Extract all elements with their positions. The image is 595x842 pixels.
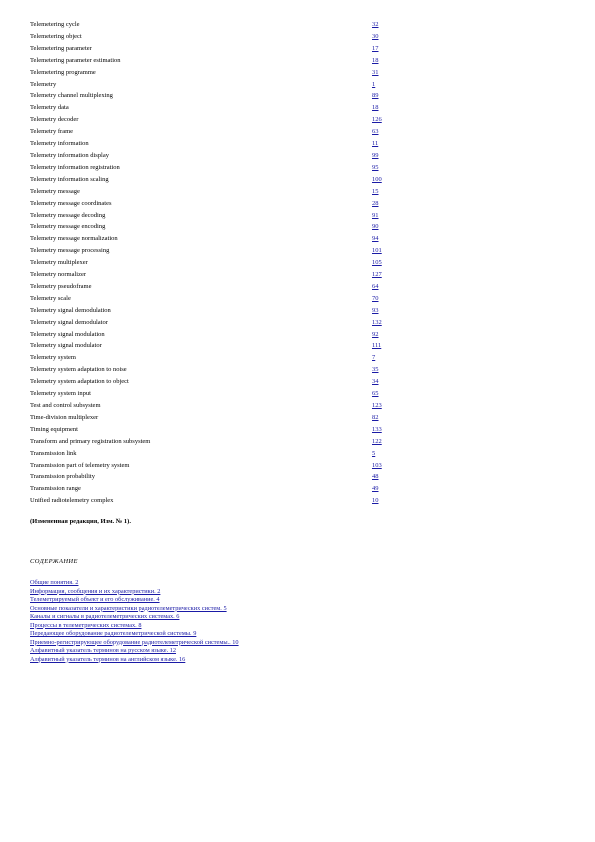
index-row [30,186,430,198]
toc-link[interactable]: Телеметрируемый объект и его обслуживание. 4 [30,596,160,603]
index-row [30,150,430,162]
index-page-cell [372,448,430,460]
index-term: Telemetry decoder [30,116,79,124]
index-row [30,162,430,174]
index-page-link[interactable]: 18 [372,56,379,64]
index-page-cell [372,376,430,388]
index-row [30,79,430,91]
index-page-cell [372,293,430,305]
index-page-link[interactable]: 15 [372,187,379,195]
index-term: Telemetry information [30,140,89,148]
index-row [30,293,430,305]
index-term: Telemetry system adaptation to object [30,378,129,386]
index-row [30,43,430,55]
index-page-cell [372,210,430,222]
index-page-cell [372,436,430,448]
index-row [30,138,430,150]
index-page-link[interactable]: 17 [372,44,379,52]
index-page-link[interactable]: 122 [372,437,382,445]
index-page-link[interactable]: 7 [372,354,376,362]
index-page-cell [372,257,430,269]
index-row [30,483,430,495]
index-page-cell [372,138,430,150]
toc-item [30,579,239,588]
table-of-contents [30,579,239,664]
index-page-cell [372,245,430,257]
index-row [30,281,430,293]
index-page-link[interactable]: 100 [372,175,382,183]
index-page-cell [372,126,430,138]
index-page-link[interactable]: 93 [372,306,379,314]
toc-link[interactable]: Каналы и сигналы в радиотелеметрических системах. 6 [30,613,180,620]
index-row [30,233,430,245]
term-index-table [30,19,430,507]
index-page-cell [372,329,430,341]
toc-link[interactable]: Приемно-регистрирующее оборудование радиотелеметрической системы.. 10 [30,638,239,646]
index-page-link[interactable]: 111 [372,342,382,350]
index-term: Telemetry signal demodulator [30,318,108,326]
toc-item [30,596,239,605]
index-term: Transmission link [30,449,77,457]
index-row [30,317,430,329]
index-term: Transform and primary registration subsystem [30,437,151,445]
index-term: Transmission range [30,485,81,493]
index-row [30,126,430,138]
index-term: Telemetry system input [30,390,91,398]
index-term: Telemetry channel multiplexing [30,92,113,100]
index-term: Telemetry message encoding [30,223,106,231]
index-page-link[interactable]: 133 [372,425,382,433]
toc-item [30,656,239,665]
index-page-link[interactable]: 95 [372,163,379,171]
toc-item [30,588,239,597]
index-row [30,388,430,400]
index-page-link[interactable]: 90 [372,223,379,231]
index-term: Telemetering parameter estimation [30,56,121,64]
index-page-link[interactable]: 18 [372,104,379,112]
toc-link[interactable]: Общие понятия. 2 [30,579,79,586]
toc-title: СОДЕРЖАНИЕ [30,558,78,565]
index-page-cell [372,174,430,186]
toc-item [30,613,239,622]
index-term: Timing equipment [30,425,78,433]
index-page-link[interactable]: 30 [372,32,379,40]
index-page-link[interactable]: 48 [372,473,379,481]
index-row [30,305,430,317]
index-page-cell [372,19,430,31]
index-page-cell [372,317,430,329]
toc-item [30,647,239,656]
index-page-link[interactable]: 10 [372,497,379,505]
index-row [30,400,430,412]
index-page-link[interactable]: 64 [372,282,379,290]
index-page-link[interactable]: 101 [372,247,382,255]
toc-item [30,622,239,631]
index-term: Telemetry information registration [30,163,120,171]
index-term: Telemetry pseudoframe [30,282,92,290]
toc-item [30,639,239,648]
index-row [30,269,430,281]
toc-link[interactable]: Передающее оборудование радиотелеметрической системы. 9 [30,630,197,637]
index-row [30,114,430,126]
index-page-cell [372,90,430,102]
index-term: Test and control subsystem [30,402,101,409]
index-row [30,31,430,43]
index-page-link[interactable]: 123 [372,402,382,409]
index-row [30,198,430,210]
index-row [30,460,430,472]
index-row [30,245,430,257]
index-page-cell [372,198,430,210]
index-term: Telemetry message [30,187,80,195]
index-row [30,257,430,269]
index-page-link[interactable]: 126 [372,116,382,124]
index-row [30,55,430,67]
index-row [30,67,430,79]
index-row [30,495,430,507]
index-term: Telemetry message processing [30,247,110,255]
index-term: Telemetering object [30,32,82,40]
index-page-link[interactable]: 92 [372,330,379,338]
index-term: Telemetry message normalization [30,235,118,243]
index-page-cell [372,305,430,317]
index-page-cell [372,102,430,114]
amendment-note: (Измененная редакция, Изм. № 1). [30,518,131,525]
index-page-cell [372,150,430,162]
index-page-link[interactable]: 34 [372,378,379,386]
index-page-link[interactable]: 28 [372,199,379,207]
index-page-link[interactable]: 11 [372,140,379,148]
index-page-cell [372,364,430,376]
index-page-cell [372,495,430,507]
toc-link[interactable]: Процессы в телеметрических системах. 8 [30,621,142,629]
index-page-cell [372,233,430,245]
index-term: Telemetry information scaling [30,175,109,183]
index-page-cell [372,221,430,233]
index-page-cell [372,79,430,91]
index-term: Time-division multiplexer [30,413,99,421]
toc-item [30,605,239,614]
index-page-cell [372,471,430,483]
index-page-link[interactable]: 91 [372,211,379,219]
index-page-link[interactable]: 127 [372,271,382,279]
index-page-link[interactable]: 49 [372,485,379,493]
index-term: Telemetry frame [30,128,74,136]
index-page-cell [372,55,430,67]
index-row [30,424,430,436]
index-row [30,412,430,424]
index-page-link[interactable]: 132 [372,318,382,326]
index-page-link[interactable]: 89 [372,92,379,100]
index-page-cell [372,186,430,198]
toc-item [30,630,239,639]
index-term: Telemetry signal demodulation [30,306,111,314]
index-term: Transmission probability [30,473,95,481]
toc-link[interactable]: Информация, сообщения и их характеристики. 2 [30,587,161,595]
toc-link[interactable]: Основные показатели и характеристики радиотелеметрических систем. 5 [30,604,227,612]
index-row [30,90,430,102]
index-page-link[interactable]: 65 [372,390,379,398]
index-page-link[interactable]: 63 [372,128,379,136]
index-page-link[interactable]: 31 [372,68,379,76]
index-term: Telemetry data [30,104,69,112]
index-page-link[interactable]: 103 [372,461,382,469]
index-page-cell [372,400,430,412]
index-term: Telemetry [30,80,57,88]
index-term: Telemetry signal modulator [30,342,102,350]
term-index-body [30,19,430,507]
index-page-cell [372,352,430,364]
toc-link[interactable]: Алфавитный указатель терминов на русском языке. 12 [30,647,177,654]
index-page-cell [372,412,430,424]
index-page-link[interactable]: 1 [372,80,376,88]
index-term: Telemetry system adaptation to noise [30,366,127,374]
index-page-link[interactable]: 32 [372,21,379,28]
index-page-cell [372,31,430,43]
index-page-cell [372,67,430,79]
index-term: Telemetering cycle [30,21,80,28]
index-term: Telemetry information display [30,151,109,159]
index-term: Unified radiotelemetry complex [30,497,114,505]
index-term: Telemetry signal modulation [30,330,105,338]
index-page-link[interactable]: 94 [372,235,379,243]
index-page-link[interactable]: 70 [372,294,379,302]
index-page-cell [372,340,430,352]
index-term: Transmission part of telemetry system [30,461,130,469]
index-page-cell [372,43,430,55]
index-row [30,436,430,448]
index-row [30,364,430,376]
index-page-link[interactable]: 82 [372,413,379,421]
index-row [30,221,430,233]
index-page-link[interactable]: 5 [372,449,376,457]
index-term: Telemetry system [30,354,76,362]
index-row [30,340,430,352]
index-row [30,471,430,483]
index-page-cell [372,162,430,174]
index-page-cell [372,114,430,126]
index-term: Telemetering parameter [30,44,92,52]
index-page-link[interactable]: 99 [372,151,379,159]
index-row [30,352,430,364]
index-term: Telemetry message decoding [30,211,106,219]
index-row [30,376,430,388]
index-term: Telemetry scale [30,294,71,302]
index-row [30,448,430,460]
index-term: Telemetry multiplexer [30,259,88,267]
index-page-cell [372,424,430,436]
index-page-cell [372,269,430,281]
toc-link[interactable]: Алфавитный указатель терминов на английском языке. 16 [30,655,186,663]
index-page-cell [372,460,430,472]
index-row [30,329,430,341]
index-page-link[interactable]: 35 [372,366,379,374]
index-row [30,210,430,222]
index-row [30,19,430,31]
index-row [30,174,430,186]
index-page-cell [372,281,430,293]
index-page-link[interactable]: 105 [372,259,382,267]
index-term: Telemetry message coordinates [30,199,112,207]
index-row [30,102,430,114]
index-term: Telemetering programme [30,68,96,76]
index-page-cell [372,388,430,400]
index-term: Telemetry normalizer [30,271,87,279]
index-page-cell [372,483,430,495]
